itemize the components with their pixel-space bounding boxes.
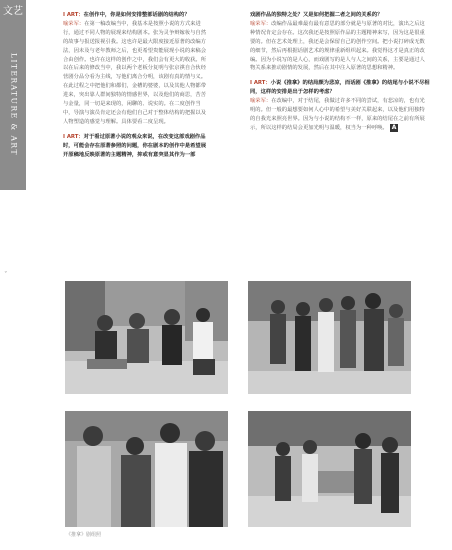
question-tag: I ART： [63,133,84,140]
section-side-tab [0,0,26,190]
question-tag: I ART： [63,12,84,18]
margin-mark: ˇ [4,271,8,279]
answer-speaker: 喻荣军： [250,98,272,105]
right-text-column [250,11,430,139]
rehearsal-photo-4 [248,411,411,527]
section-cn-label: 文艺 [3,6,23,17]
photo-3-image [65,411,228,527]
photo-caption: 《推拿》剧组照 [66,532,102,538]
answer-text: 在改编中，对于结尾，我做过许多不同的尝试，有悲凉的，也有光明的。但一般的最想要如何人心中的希望与美好关联起来，以及他们用独特的自我光来照亮世界。因为与小说的结构不一样，原来的结尾在之前有所展示，所以这样的结局会更加光明与温暖，权当为一种呼唤。 [250,98,425,131]
question-3 [250,79,430,97]
answer-text: 改编作品最难最有最有意思的部分就是与原著的对比，演出之后这种情况肯定会存在。这次我还是按照原作品的主题精神来写，因为这是很重要的。但在艺术处理上，我还是会保留自己的创作空间。把小说打碎成无数的细节，然后再根据话剧艺术的规律重新组织起来。我觉得这才是真正的改编。因为小说写的是人心，而戏剧写的是人与人之间的关系，主要是通过人物关系来推动剧情的发展，然后在其中注入原著的思想和精神。 [250,20,425,72]
question-text: 对于看过原著小说的观众来说，在改变这部戏剧作品时，可能会存在原著参照的问题，你在剧本的创作中是希望展开原稿地反映原著的主题精神，抑或有意突显其作为一部 [63,133,207,158]
left-text-column [63,11,210,160]
section-en-label: LITERATURE & ART [9,53,19,156]
question-tag: I ART： [250,80,271,87]
question-2-continued: 戏剧作品的独特之处？又是如何把握二者之间的关系的？ [250,12,383,18]
photo-4-image [248,411,411,527]
question-text: 小说《推拿》的结局颇为悲凉，而话剧《推拿》的结尾与小说不尽相同，这样的安排是出于怎样的考虑？ [250,80,430,96]
photo-2-image [248,281,411,394]
rehearsal-photo-1 [65,281,228,394]
article-end-mark: A [391,123,397,131]
answer-3 [250,97,430,133]
answer-2 [250,20,430,73]
answer-speaker: 喻荣军： [63,20,85,27]
question-text: 在创作中，你是如何安排整部话剧的结构的？ [83,12,190,18]
answer-text: 在第一稿改编当中，我基本是按照小说的方式来进行，通过不同人物的展现来结构剧本。张为灵争辩嫁妆与自然的故事与报送报视引我。这也许是最大限度接近原著的改编方法，因未及与老年教师之后，也更希望贵能展现小说的来稿会合由创作。也许在这样的创作之中，我们会有更大的收获。所以在后来的修改当中，我以两个老板分复明与张京祺自合伙经营剧分品分看为主线，写他们离合分明，该剧有真的情与义。在此过程之中把他们和都们，金槽的婆婆，以及其他人物都带进来，突出靠人群间独特的情感世界，以及他们的商思，苦苦与金量，同一切是来现的，闲聊的、说实的。在二度创作当中，导演与演员肯定还会有他们自己对于整体结构的把握以及人物塑造的感觉与理解。具体要看二度呈现。 [63,20,207,125]
answer-speaker: 喻荣军： [250,20,272,27]
answer-1 [63,20,210,127]
rehearsal-photo-2 [248,281,411,394]
question-2 [63,133,210,160]
rehearsal-photo-3 [65,411,228,527]
question-1 [63,11,210,20]
photo-1-image [65,281,228,394]
